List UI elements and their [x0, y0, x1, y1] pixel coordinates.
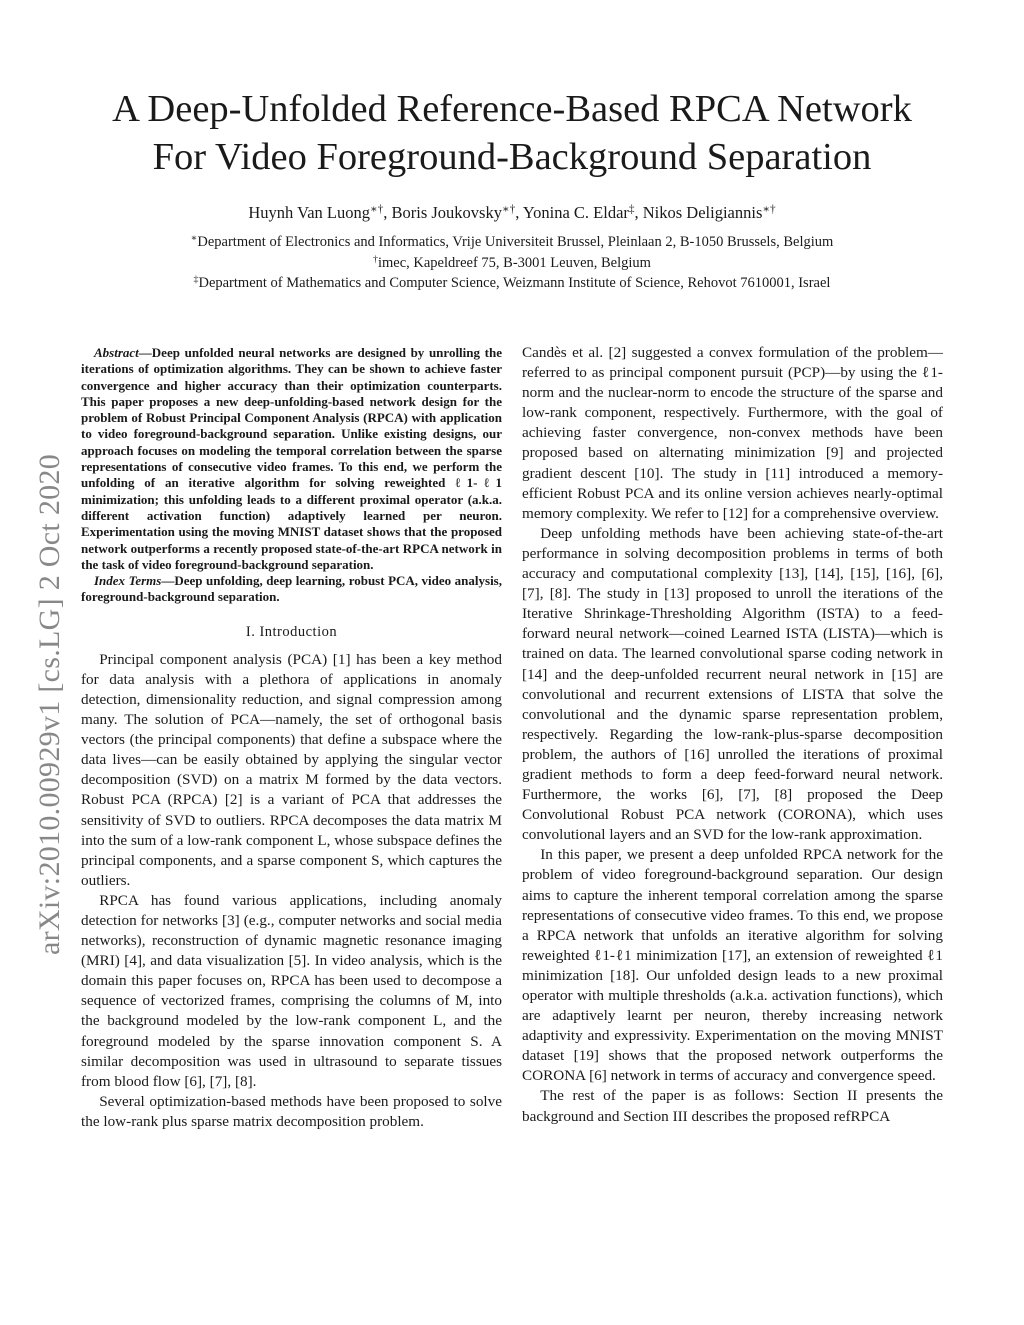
author-3: , Yonina C. Eldar — [515, 203, 629, 222]
right-paragraph-2: Deep unfolding methods have been achieving state-of-the-art performance in solving decomposition problems in terms of both accuracy and computational complexity [13], [14], [15], [16], [6], [7], [8]. The study in [13] proposed to unroll the iterations of the Iterative Shrinkage-Thresholding Algorithm (ISTA) to a feed-forward neural network—coined Learned ISTA (LISTA)—which is trained on data. The learned convolutional sparse coding network in [14] and the deep-unfolded recurrent neural network in [15] are convolutional and recurrent extensions of LISTA that solve the convolutional and the dynamic sparse representation problem, respectively. Regarding the low-rank-plus-sparse decomposition problem, the authors of [16] unrolled the iterations of proximal gradient methods to form a deep feed-forward neural network. Furthermore, the works [6], [7], [8] proposed the Deep Convolutional Robust PCA network (CORONA), which uses convolutional layers and an SVD for the low-rank approximation. — [522, 524, 943, 844]
right-paragraph-4: The rest of the paper is as follows: Section II presents the background and Section III describes the proposed refRPCA — [522, 1087, 943, 1125]
right-paragraph-3: In this paper, we present a deep unfolded RPCA network for the problem of video foreground-background separation. Our design aims to capture the inherent temporal correlation among the sparse representations of consecutive video frames. To this end, we propose a RPCA network that unfolds an iterative algorithm for solving reweighted ℓ1-ℓ1 minimization [17], an extension of reweighted ℓ1 minimization [18]. Our unfolded design leads to a new proximal operator with multiple thresholds (a.k.a. activation functions), which are adaptively learnt per neuron, thereby increasing network adaptivity and expressivity. Experimentation on the moving MNIST dataset [19] shows that the proposed network outperforms the CORONA [6] network in terms of accuracy and convergence speed. — [522, 846, 943, 1085]
affiliation-3-mark: ‡ — [193, 274, 199, 286]
author-2-marks: ∗† — [501, 203, 516, 216]
author-2: , Boris Joukovsky — [383, 203, 502, 222]
intro-paragraph-2: RPCA has found various applications, including anomaly detection for networks [3] (e.g., computer networks and social media networks), reconstruction of dynamic magnetic resonance imaging (MRI) [4], and data visualization [5]. In video analysis, which is the domain this paper focuses on, RPCA has been used to decompose a sequence of vectorized frames, comprising the columns of M, into the background modeled by the low-rank component L, and the foreground modeled by the sparse innovation component S. A similar decomposition was used in ultrasound to separate tissues from blood flow [6], [7], [8]. — [81, 891, 502, 1090]
section-heading-introduction: I. Introduction — [245, 623, 338, 640]
paper-title — [40, 85, 984, 181]
index-terms — [81, 573, 502, 606]
affiliation-3 — [40, 273, 984, 294]
author-1: Huynh Van Luong — [248, 203, 370, 222]
affiliation-1 — [40, 232, 984, 253]
affiliation-3-text: Department of Mathematics and Computer Science, Weizmann Institute of Science, Rehovot 7610001, Israel — [198, 275, 831, 291]
affiliation-2 — [40, 253, 984, 274]
affiliations — [40, 232, 984, 294]
abstract — [81, 345, 502, 573]
author-list — [40, 202, 984, 224]
index-terms-text: —Deep unfolding, deep learning, robust PCA, video analysis, foreground-background separation. — [81, 573, 502, 605]
affiliation-2-text: imec, Kapeldreef 75, B-3001 Leuven, Belgium — [377, 254, 651, 271]
author-4: , Nikos Deligiannis — [634, 203, 763, 222]
affiliation-1-mark: ∗ — [190, 233, 198, 245]
author-3-marks: ‡ — [628, 203, 635, 216]
left-column — [81, 345, 502, 1132]
right-paragraph-1: Candès et al. [2] suggested a convex formulation of the problem—referred to as principal component pursuit (PCP)—by using the ℓ1-norm and the nuclear-norm to encode the structure of the sparse and low-rank component, respectively. Furthermore, with the goal of achieving faster convergence, non-convex methods have been proposed based on alternating minimization [9] and projected gradient descent [10]. The study in [11] introduced a memory-efficient Robust PCA and its online version achieves nearly-optimal memory complexity. We refer to [12] for a comprehensive overview. — [522, 344, 943, 522]
arxiv-stamp: arXiv:2010.00929v1 [cs.LG] 2 Oct 2020 — [33, 453, 66, 955]
title-line-2: For Video Foreground-Background Separation — [152, 136, 872, 178]
affiliation-2-mark: † — [373, 253, 378, 265]
intro-paragraph-1: Principal component analysis (PCA) [1] has been a key method for data analysis with a plethora of applications in anomaly detection, dimensionality reduction, and signal compression among many. The solution of PCA—namely, the set of orthogonal basis vectors (the principal components) that define a subspace where the data lives—can be easily obtained by applying the singular vector decomposition (SVD) on a matrix M formed by the data vectors. Robust PCA (RPCA) [2] is a variant of PCA that addresses the sensitivity of SVD to outliers. RPCA decomposes the data matrix M into the sum of a low-rank component L, whose subspace defines the principal components, and a sparse component S, which captures the outliers. — [81, 650, 502, 889]
affiliation-1-text: Department of Electronics and Informatics, Vrije Universiteit Brussel, Pleinlaan 2, B-1050 Brussels, Belgium — [197, 234, 834, 250]
author-1-marks: ∗† — [369, 203, 384, 216]
abstract-label: Abstract — [94, 345, 139, 360]
right-column — [522, 343, 943, 1127]
abstract-text: —Deep unfolded neural networks are designed by unrolling the iterations of optimization algorithms. They can be shown to achieve faster convergence and higher accuracy than their optimization counterparts. This paper proposes a new deep-unfolding-based network design for the problem of Robust Principal Component Analysis (RPCA) with application to video foreground-background separation. Unlike existing designs, our approach focuses on modeling the temporal correlation between the sparse representations of consecutive video frames. To this end, we perform the unfolding of an iterative algorithm for solving reweighted ℓ1-ℓ1 minimization; this unfolding leads to a different proximal operator (a.k.a. different activation function) adaptively learned per neuron. Experimentation using the moving MNIST dataset shows that the proposed network outperforms a recently proposed state-of-the-art RPCA network in the task of video foreground-background separation. — [81, 345, 502, 572]
index-terms-label: Index Terms — [94, 573, 162, 589]
title-line-1: A Deep-Unfolded Reference-Based RPCA Network — [112, 88, 912, 130]
author-4-marks: ∗† — [762, 203, 776, 216]
intro-paragraph-3: Several optimization-based methods have been proposed to solve the low-rank plus sparse matrix decomposition problem. — [81, 1092, 502, 1130]
